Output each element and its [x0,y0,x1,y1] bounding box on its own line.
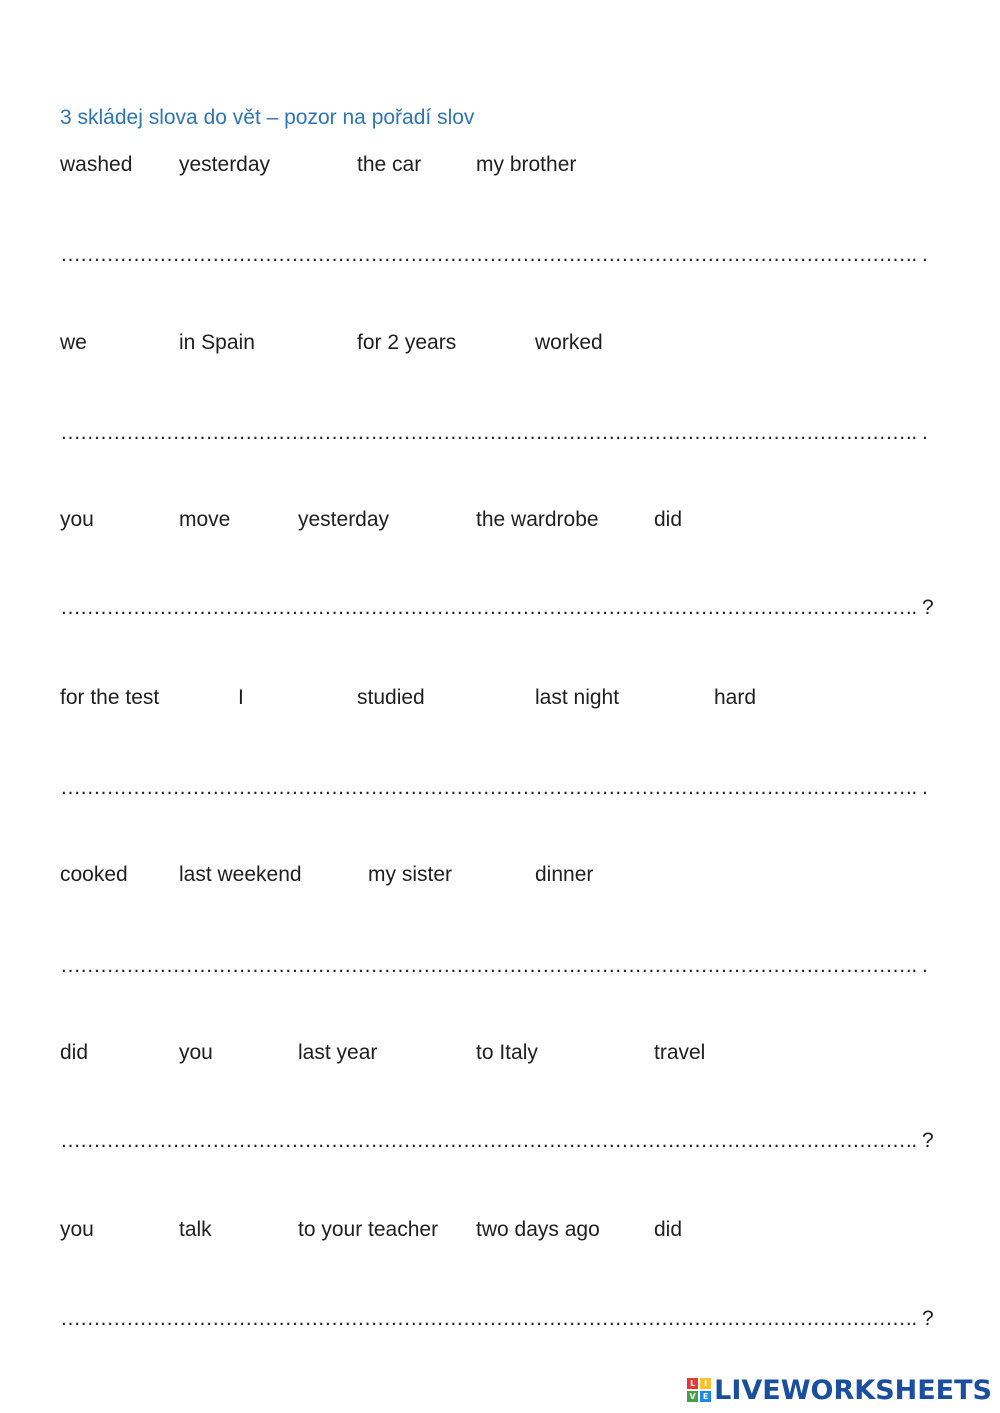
sentence-ending: . [922,421,928,444]
word-chip: the car [357,153,422,176]
sentence-ending: ? [922,1129,934,1152]
answer-field[interactable] [60,1308,934,1329]
word-chip: washed [60,153,133,176]
answer-dots: …………………………………………………………………………………………………………………. [60,1307,917,1330]
answer-field[interactable] [60,244,928,265]
word-chip: move [179,508,231,531]
answer-field[interactable] [60,422,928,443]
logo-text: LIVEWORKSHEETS [714,1374,992,1406]
word-chip: you [60,1218,94,1241]
word-chip: did [60,1041,89,1064]
exercise-title: 3 skládej slova do vět – pozor na pořadí slov [60,106,475,129]
word-chip: my sister [368,863,452,886]
logo-mark-icon [687,1378,711,1402]
word-chip: last weekend [179,863,302,886]
answer-field[interactable] [60,597,934,618]
sentence-ending: . [922,776,928,799]
answer-dots: …………………………………………………………………………………………………………………. [60,776,917,799]
answer-field[interactable] [60,1130,934,1151]
word-chip: did [654,508,683,531]
answer-dots: …………………………………………………………………………………………………………………. [60,954,917,977]
answer-dots: …………………………………………………………………………………………………………………. [60,596,917,619]
word-chip: you [179,1041,213,1064]
word-chip: worked [535,331,603,354]
answer-field[interactable] [60,777,928,798]
word-chip: for 2 years [357,331,457,354]
word-chip: my brother [476,153,577,176]
sentence-ending: . [922,954,928,977]
word-chip: studied [357,686,425,709]
word-chip: yesterday [298,508,390,531]
word-chip: last night [535,686,620,709]
word-chip: to your teacher [298,1218,439,1241]
word-chip: dinner [535,863,594,886]
word-chip: to Italy [476,1041,538,1064]
sentence-ending: ? [922,596,934,619]
word-chip: travel [654,1041,706,1064]
word-chip: for the test [60,686,160,709]
word-chip: two days ago [476,1218,600,1241]
liveworksheets-logo[interactable] [687,1373,992,1407]
sentence-ending: . [922,243,928,266]
word-chip: last year [298,1041,378,1064]
word-chip: cooked [60,863,128,886]
logo-mark-cell: E [700,1391,711,1402]
word-chip: I [238,686,244,709]
word-chip: we [60,331,87,354]
sentence-ending: ? [922,1307,934,1330]
word-chip: did [654,1218,683,1241]
logo-mark-cell: V [687,1391,698,1402]
word-chip: in Spain [179,331,255,354]
word-chip: you [60,508,94,531]
answer-dots: …………………………………………………………………………………………………………………. [60,1129,917,1152]
logo-mark-cell: I [700,1378,711,1389]
answer-field[interactable] [60,955,928,976]
logo-mark-cell: L [687,1378,698,1389]
word-chip: talk [179,1218,212,1241]
answer-dots: …………………………………………………………………………………………………………………. [60,243,917,266]
word-chip: the wardrobe [476,508,599,531]
word-chip: hard [714,686,757,709]
word-chip: yesterday [179,153,271,176]
answer-dots: …………………………………………………………………………………………………………………. [60,421,917,444]
